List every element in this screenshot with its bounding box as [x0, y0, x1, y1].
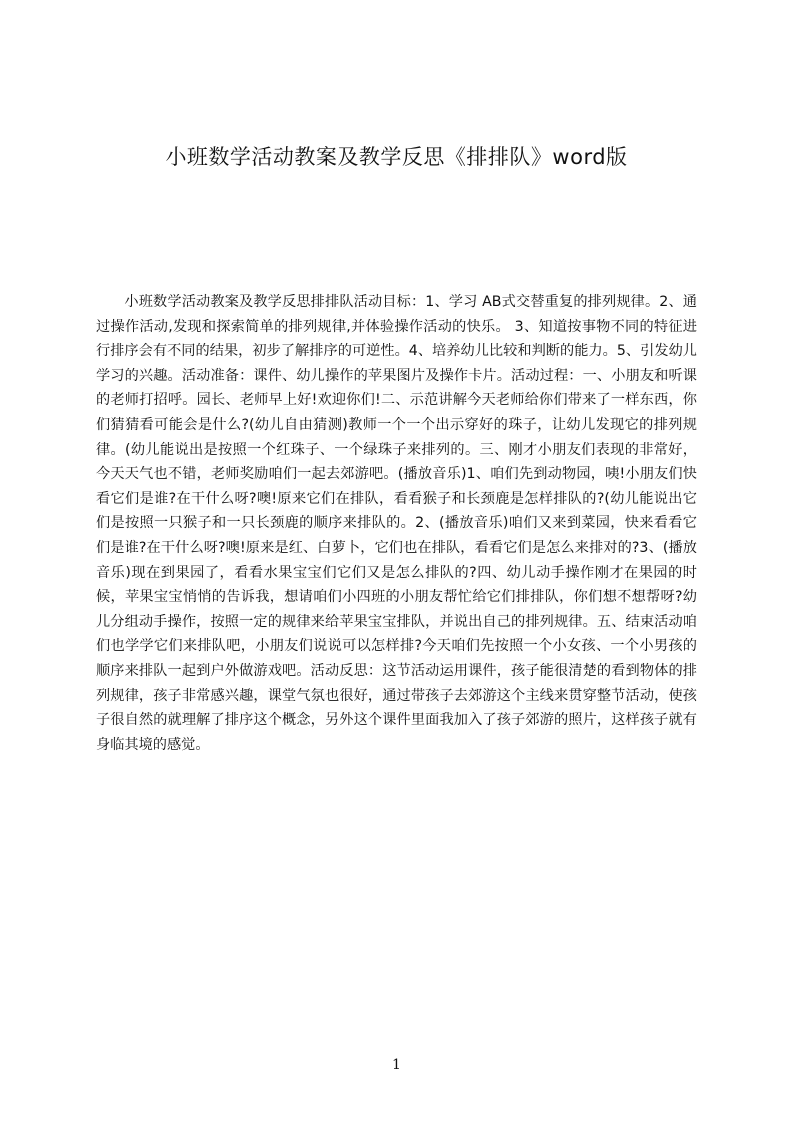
document-body-paragraph: 小班数学活动教案及教学反思排排队活动目标：1、学习 AB式交替重复的排列规律。2、通过操作活动,发现和探索简单的排列规律,并体验操作活动的快乐。 3、知道按事物不同的特征进行排序会有不同的结果，初步了解排序的可逆性。4、培养幼儿比较和判断的能力。5、引发幼儿学习的兴趣。活动准备：课件、幼儿操作的苹果图片及操作卡片。活动过程：一、小朋友和听课的老师打招呼。园长、老师早上好!欢迎你们!二、示范讲解今天老师给你们带来了一样东西，你们猜猜看可能会是什么?(幼儿自由猜测)教师一个一个出示穿好的珠子，让幼儿发现它的排列规律。(幼儿能说出是按照一个红珠子、一个绿珠子来排列的。三、刚才小朋友们表现的非常好，今天天气也不错，老师奖励咱们一起去郊游吧。(播放音乐)1、咱们先到动物园，咦!小朋友们快看它们是谁?在干什么呀?噢!原来它们在排队，看看猴子和长颈鹿是怎样排队的?(幼儿能说出它们是按照一只猴子和一只长颈鹿的顺序来排队的。2、(播放音乐)咱们又来到菜园，快来看看它们是谁?在干什么呀?噢!原来是红、白萝卜，它们也在排队，看看它们是怎么来排对的?3、(播放音乐)现在到果园了，看看水果宝宝们它们又是怎么排队的?四、幼儿动手操作刚才在果园的时候，苹果宝宝悄悄的告诉我，想请咱们小四班的小朋友帮忙给它们排排队，你们想不想帮呀?幼儿分组动手操作，按照一定的规律来给苹果宝宝排队，并说出自己的排列规律。五、结束活动咱们也学学它们来排队吧，小朋友们说说可以怎样排?今天咱们先按照一个小女孩、一个小男孩的顺序来排队一起到户外做游戏吧。活动反思：这节活动运用课件，孩子能很清楚的看到物体的排列规律，孩子非常感兴趣，课堂气氛也很好，通过带孩子去郊游这个主线来贯穿整节活动，使孩子很自然的就理解了排序这个概念，另外这个课件里面我加入了孩子郊游的照片，这样孩子就有身临其境的感觉。: [96, 294, 697, 753]
page-number: 1: [392, 1057, 401, 1073]
document-title: 小班数学活动教案及教学反思《排排队》word版: [165, 145, 628, 169]
